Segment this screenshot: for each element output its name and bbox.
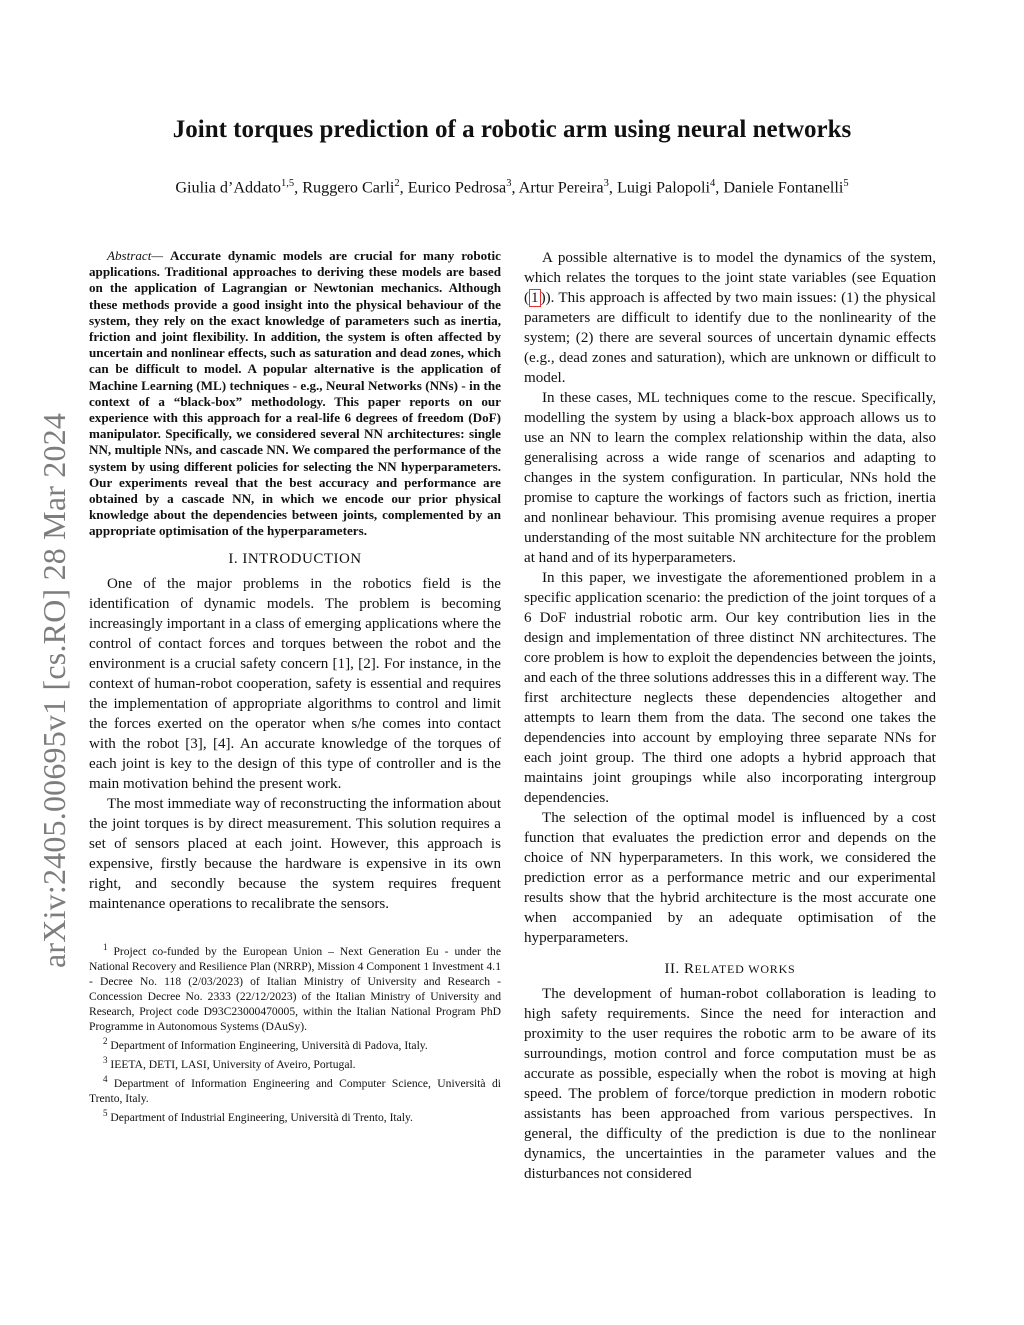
right-column bbox=[524, 248, 936, 1184]
author: Giulia d’Addato bbox=[175, 178, 281, 197]
related-paragraph: The development of human-robot collaboration is leading to high safety requirements. Since the need for interaction and proximity to the user requires the robotic arm to be aware of its surroundings, motion control and force computation must be as accurate as possible, especially when the robot is moving at high speed. The problem of force/torque prediction in modern robotic assistants has been approached from various perspectives. In general, the difficulty of the prediction is due to the nonlinear dynamics, the uncertainties in the parameter values and the disturbances not considered bbox=[524, 986, 936, 1182]
abstract-label: Abstract bbox=[107, 248, 152, 263]
footnote-mark: 2 bbox=[103, 1036, 108, 1047]
equation-reference-link[interactable]: 1 bbox=[531, 290, 539, 306]
author-affiliation: 5 bbox=[843, 178, 849, 189]
footnotes bbox=[89, 940, 501, 1125]
author-affiliation: 3 bbox=[506, 178, 512, 189]
body-paragraph: In this paper, we investigate the aforementioned problem in a specific application scenario: the prediction of the joint torques of a 6 DoF industrial robotic arm. Our key contribution lies in the design and implementation of three distinct NN architectures. The core problem is how to exploit the dependencies between the joints, and each of the three solutions addresses this in a different way. The first architecture neglects these dependencies altogether and attempts to learn them from the data. The second one takes the dependencies into account by employing three separate NNs for each joint group. The third one adopts a hybrid approach that maintains joint groupings while also incorporating intergroup dependencies. bbox=[524, 570, 936, 806]
footnote-text: Project co-funded by the European Union – Next Generation Eu - under the National Recovery and Resilience Plan (NRRP), Mission 4 Component 1 Investment 4.1 - Decree No. 118 (2/03/2023) of Italian Ministry of University and Research - Concession Decree No. 2333 (22/12/2023) of the Italian Ministry of University and Research, Project code D93C23000470005, within the Italian National Program PhD Programme in Autonomous Systems (DAuSy). bbox=[89, 944, 501, 1033]
footnote-text: Department of Information Engineering, Università di Padova, Italy. bbox=[110, 1038, 428, 1052]
arxiv-identifier: arXiv:2405.00695v1 [cs.RO] 28 Mar 2024 bbox=[36, 412, 72, 968]
footnote bbox=[89, 1053, 501, 1072]
section-title-rest: ELATED bbox=[694, 962, 749, 976]
intro-paragraph: One of the major problems in the robotics field is the identification of dynamic models. The problem is becoming increasingly important in a class of emerging applications where the control of contact forces and torques between the robot and the environment is a crucial safety concern [1], [2]. For instance, in the context of human-robot cooperation, safety is essential and requires the implementation of appropriate algorithms to control and limit the forces exerted on the operator when s/he comes into contact with the robot [3], [4]. An accurate knowledge of the torques of each joint is key to the design of this type of controller and is the main motivation behind the present work. bbox=[89, 575, 501, 792]
author: Luigi Palopoli bbox=[616, 178, 711, 197]
author-affiliation: 3 bbox=[603, 178, 609, 189]
footnote-mark: 4 bbox=[103, 1073, 108, 1084]
author-affiliation: 4 bbox=[710, 178, 716, 189]
author-affiliation: 2 bbox=[394, 178, 400, 189]
section-heading-related-works bbox=[524, 958, 936, 980]
section-heading-introduction: I. INTRODUCTION bbox=[228, 550, 362, 567]
left-column bbox=[89, 248, 501, 1125]
paragraph-text: A possible alternative is to model the dynamics of the system, which relates the torques to the joint state variables (see Equation ( bbox=[524, 250, 936, 306]
footnote-text: Department of Information Engineering and Computer Science, Università di Trento, Italy. bbox=[89, 1076, 501, 1105]
author-list: Giulia d’Addato$^{1,5}$, Ruggero Carli$^2$, Eurico Pedrosa$^3$, Artur Pereira$^3$, Luigi Palopoli$^4$, Daniele Fontanelli$^5$ bbox=[175, 178, 849, 197]
body-paragraph: The selection of the optimal model is influenced by a cost function that evaluates the prediction error and depends on the choice of NN hyperparameters. In this work, we considered the prediction error as a performance metric and our experimental results show that the hybrid architecture is the most accurate one when accompanied by an adequate optimisation of the hyperparameters. bbox=[524, 810, 936, 946]
body-paragraph bbox=[524, 248, 936, 388]
footnote bbox=[89, 1106, 501, 1125]
author: Ruggero Carli bbox=[302, 178, 395, 197]
abstract-dash: — bbox=[151, 248, 170, 263]
author: Daniele Fontanelli bbox=[723, 178, 844, 197]
author: Artur Pereira bbox=[518, 178, 604, 197]
author: Eurico Pedrosa bbox=[407, 178, 507, 197]
footnote-mark: 3 bbox=[103, 1055, 108, 1066]
footnote bbox=[89, 940, 501, 1034]
footnote bbox=[89, 1072, 501, 1106]
footnote-text: Department of Industrial Engineering, Università di Trento, Italy. bbox=[110, 1110, 413, 1124]
body-paragraph: In these cases, ML techniques come to the rescue. Specifically, modelling the system by using a black-box approach allows us to use an NN to learn the complex relationship within the data, also generalising across a wide range of scenarios and adapting to changes in the system configuration. In particular, NNs hold the promise to capture the workings of factors such as friction, inertia and nonlinear behaviour. This promising avenue requires a proper understanding of the most suitable NN architecture for the problem at hand and of its hyperparameters. bbox=[524, 390, 936, 566]
abstract-text: Accurate dynamic models are crucial for many robotic applications. Traditional approaches to deriving these models are based on the application of Lagrangian or Newtonian mechanics. Although these methods provide a good insight into the physical behaviour of the system, they rely on the exact knowledge of parameters such as inertia, friction and joint flexibility. In addition, the system is often affected by uncertain and nonlinear effects, such as saturation and dead zones, which can be difficult to model. A popular alternative is the application of Machine Learning (ML) techniques - e.g., Neural Networks (NNs) - in the context of a “black-box” methodology. This paper reports on our experience with this approach for a real-life 6 degrees of freedom (DoF) manipulator. Specifically, we considered several NN architectures: single NN, multiple NNs, and cascade NN. We compared the performance of the system by using different policies for selecting the NN hyperparameters. Our experiments reveal that the best accuracy and performance are obtained by a cascade NN, in which we encode our prior physical knowledge about the dependencies between joints, complemented by an appropriate optimisation of the hyperparameters. bbox=[89, 248, 501, 539]
footnote-text: IEETA, DETI, LASI, University of Aveiro, Portugal. bbox=[110, 1057, 356, 1071]
footnote bbox=[89, 1034, 501, 1053]
section-number: II. bbox=[664, 961, 684, 977]
paragraph-text: )). This approach is affected by two main issues: (1) the physical parameters are difficult to identify due to the nonlinearity of the system; (2) there are several sources of uncertain dynamic effects (e.g., dead zones and saturation), which are unknown or difficult to model. bbox=[524, 290, 936, 386]
abstract bbox=[89, 248, 501, 540]
section-title-initial: R bbox=[683, 961, 695, 977]
intro-paragraph: The most immediate way of reconstructing the information about the joint torques is by direct measurement. This solution requires a set of sensors placed at each joint. However, this approach is expensive, firstly because the hardware is expensive in its own right, and secondly because the system requires frequent maintenance operations to recalibrate the sensors. bbox=[89, 795, 502, 912]
footnote-mark: 1 bbox=[103, 941, 108, 952]
author-affiliation: 1,5 bbox=[281, 178, 295, 189]
footnote-mark: 5 bbox=[103, 1108, 108, 1119]
section-title-rest: WORKS bbox=[748, 962, 796, 976]
paper-title: Joint torques prediction of a robotic arm using neural networks bbox=[172, 116, 852, 143]
